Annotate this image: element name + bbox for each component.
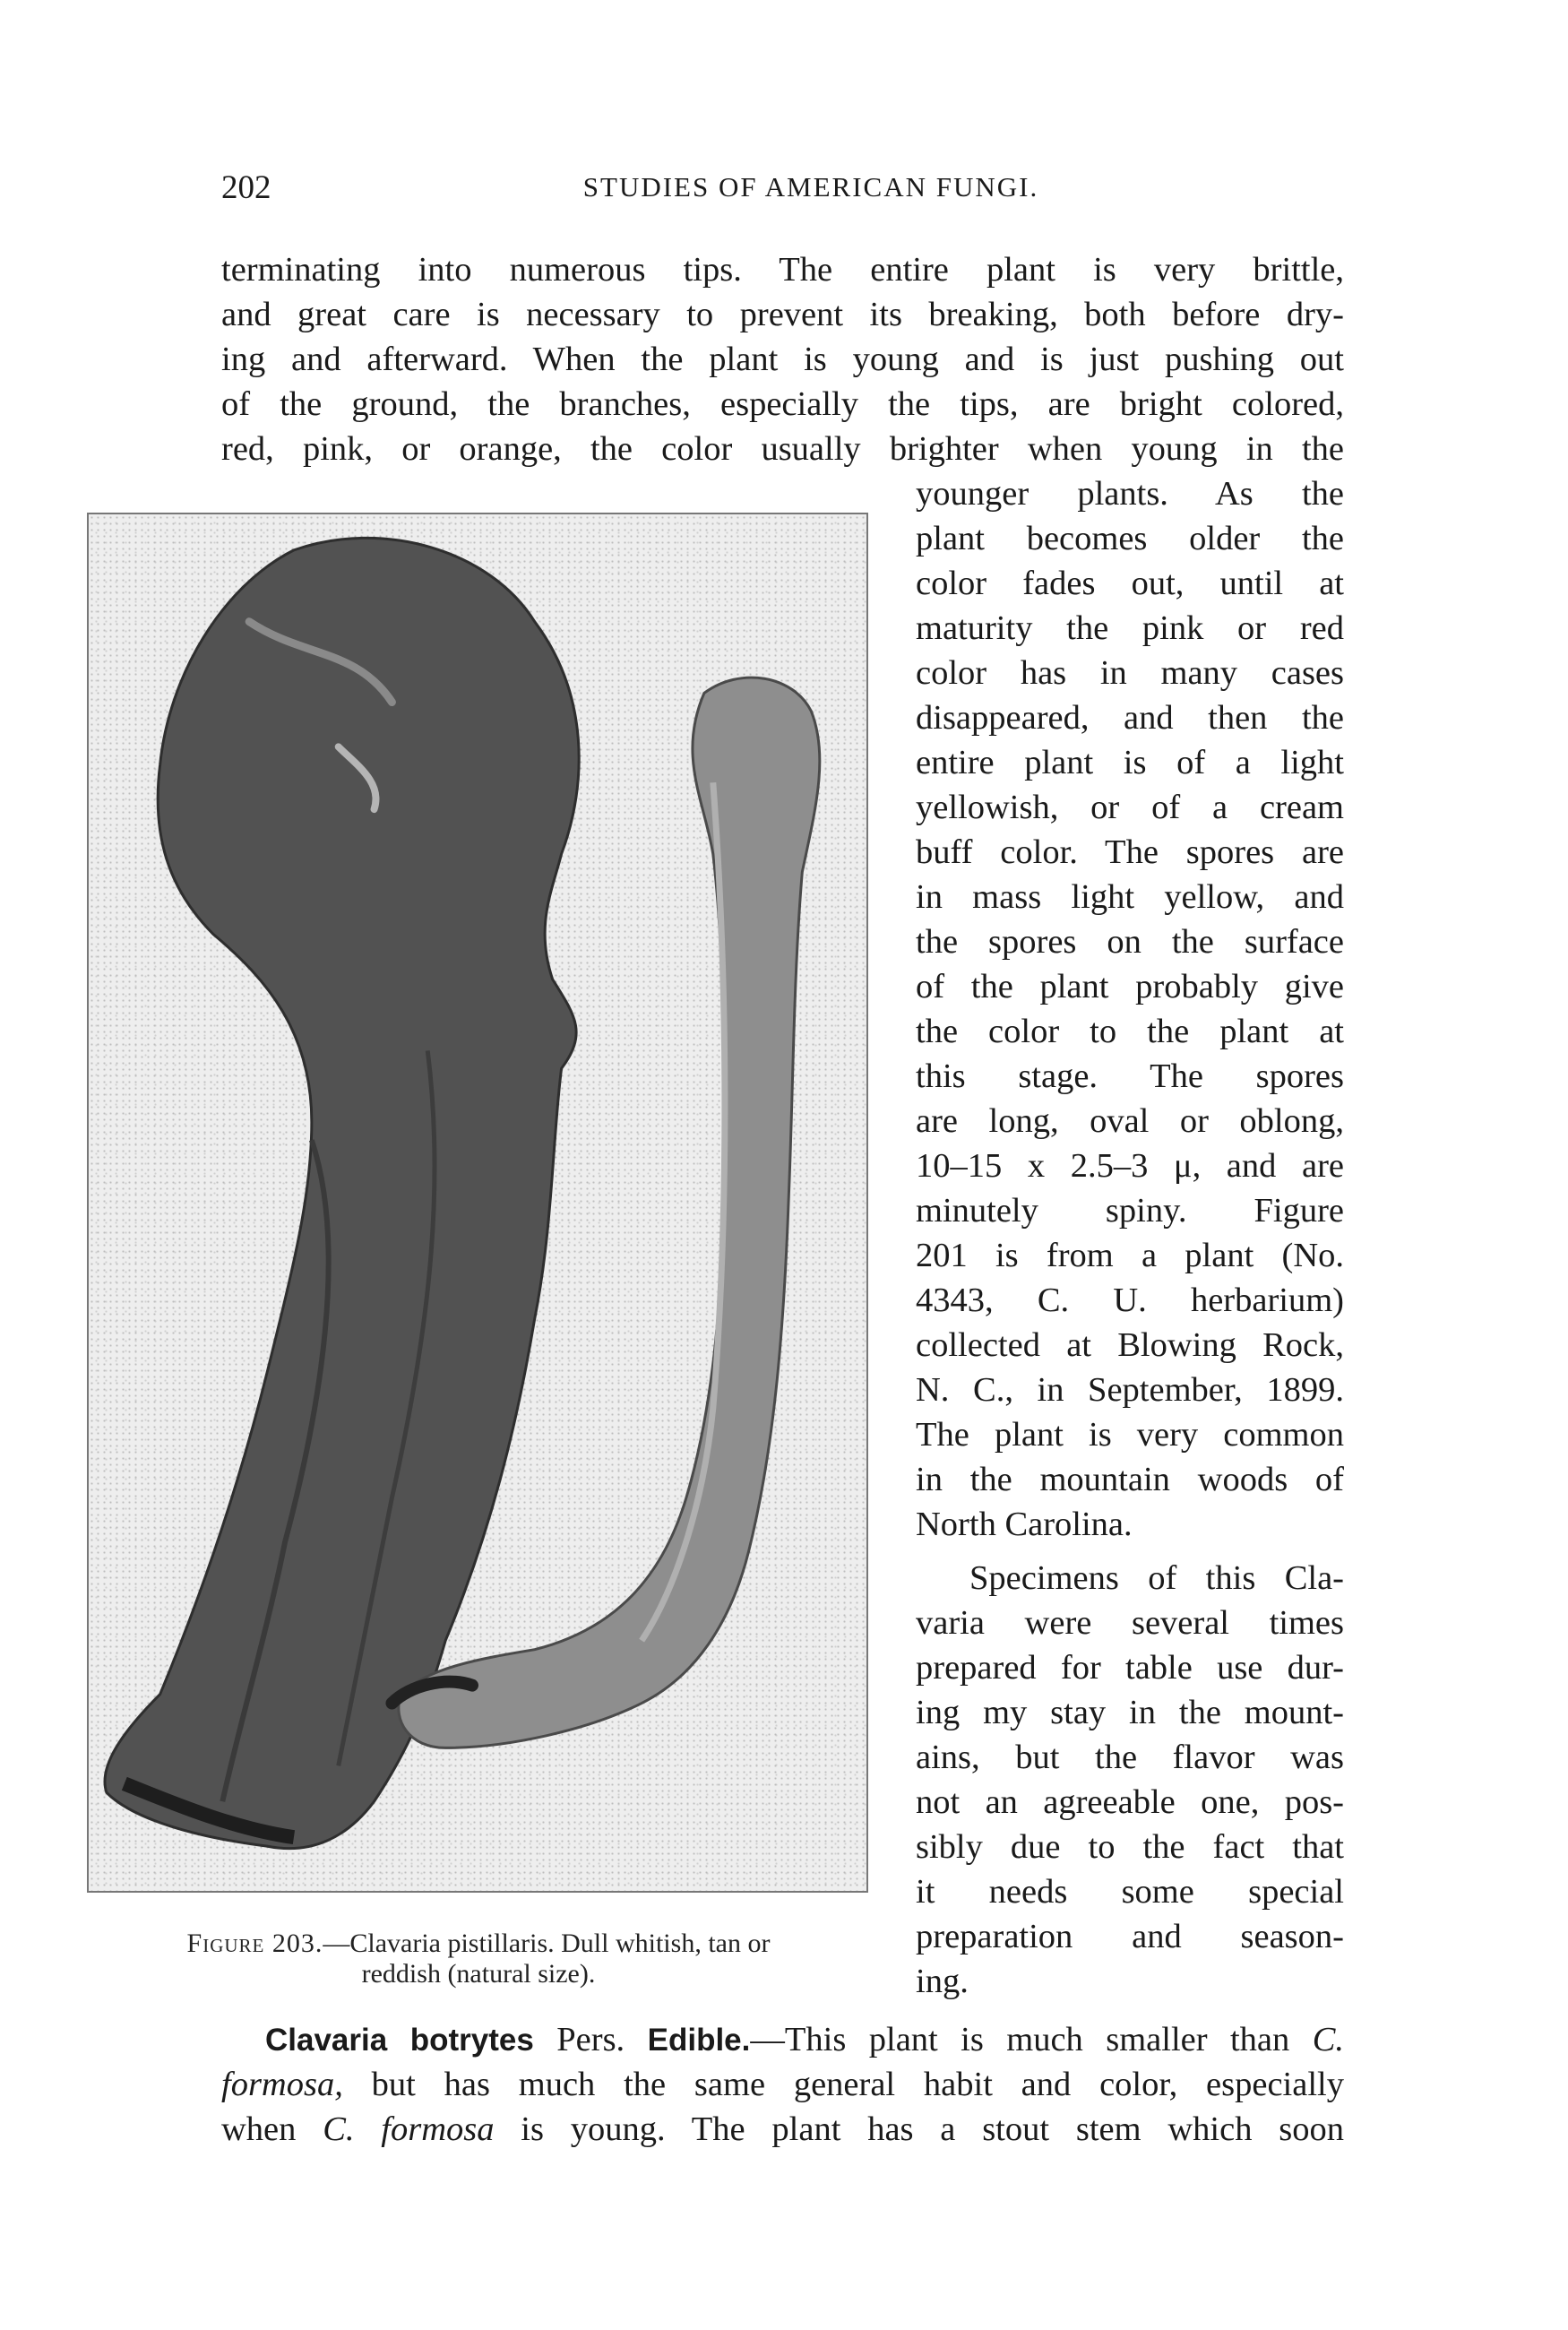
text-line: the spores on the surface (916, 923, 1344, 961)
text-line: 201 is from a plant (No. (916, 1237, 1344, 1274)
text-line: maturity the pink or red (916, 609, 1344, 647)
figure-label: Figure 203. (186, 1929, 323, 1958)
species-abbrev: C. (1312, 2021, 1344, 2058)
text-line: color fades out, until at (916, 565, 1344, 602)
clavaria-illustration (89, 514, 866, 1891)
text-line: preparation and season- (916, 1918, 1344, 1955)
text-line: yellowish, or of a cream (916, 789, 1344, 826)
text-line: red, pink, or orange, the color usually brighter when young in the (221, 430, 1344, 468)
text-line: it needs some special (916, 1873, 1344, 1911)
text-segment: is young. The plant has a stout stem which soon (494, 2110, 1344, 2148)
text-line: terminating into numerous tips. The entire plant is very brittle, (221, 251, 1344, 289)
text-line: in the mountain woods of (916, 1461, 1344, 1498)
text-line: sibly due to the fact that (916, 1828, 1344, 1866)
page-number: 202 (221, 169, 271, 206)
text-line: prepared for table use dur- (916, 1649, 1344, 1687)
text-line: of the plant probably give (916, 968, 1344, 1005)
text-line: this stage. The spores (916, 1057, 1344, 1095)
text-line: buff color. The spores are (916, 833, 1344, 871)
text-line: ing my stay in the mount- (916, 1694, 1344, 1731)
section-line-3 (221, 2112, 1344, 2147)
text-line: The plant is very common (916, 1416, 1344, 1454)
text-segment: —This plant is much smaller than (750, 2021, 1313, 2058)
figure-203-photo (87, 513, 868, 1893)
text-line: North Carolina. (916, 1506, 1133, 1543)
text-line: disappeared, and then the (916, 699, 1344, 737)
species-heading: Clavaria botrytes (265, 2023, 534, 2058)
text-line: plant becomes older the (916, 520, 1344, 557)
text-line: Specimens of this Cla- (969, 1559, 1344, 1597)
text-line: color has in many cases (916, 654, 1344, 692)
text-line: collected at Blowing Rock, (916, 1326, 1344, 1364)
running-title: STUDIES OF AMERICAN FUNGI. (582, 171, 1039, 203)
text-line: younger plants. As the (916, 475, 1344, 513)
authority: Pers. (533, 2021, 648, 2058)
text-line: of the ground, the branches, especially the tips, are bright colored, (221, 385, 1344, 423)
text-segment: when (221, 2110, 323, 2148)
text-line: ing and afterward. When the plant is young and is just pushing out (221, 341, 1344, 378)
text-line: are long, oval or oblong, (916, 1102, 1344, 1140)
section-line-1 (265, 2023, 1344, 2058)
text-line: the color to the plant at (916, 1013, 1344, 1050)
caption-text-2: reddish (natural size). (361, 1959, 596, 1989)
text-line: not an agreeable one, pos- (916, 1783, 1344, 1821)
text-line: in mass light yellow, and (916, 878, 1344, 916)
figure-caption (90, 1929, 867, 1989)
species-epithet: formosa, (221, 2066, 343, 2103)
text-line: varia were several times (916, 1604, 1344, 1642)
caption-text-1: —Clavaria pistillaris. Dull whitish, tan or (323, 1929, 771, 1958)
text-line: minutely spiny. Figure (916, 1192, 1344, 1230)
text-line: ains, but the flavor was (916, 1739, 1344, 1776)
section-line-2 (221, 2067, 1344, 2102)
species-name: C. formosa (323, 2110, 495, 2148)
text-line: ing. (916, 1963, 969, 2000)
text-line: entire plant is of a light (916, 744, 1344, 781)
text-segment: but has much the same general habit and color, especially (342, 2066, 1344, 2103)
large-club-specimen (105, 538, 579, 1848)
text-line: and great care is necessary to prevent its breaking, both before dry- (221, 296, 1344, 333)
text-line: 4343, C. U. herbarium) (916, 1282, 1344, 1319)
text-line: N. C., in September, 1899. (916, 1371, 1344, 1409)
text-line: 10–15 x 2.5–3 μ, and are (916, 1147, 1344, 1185)
edibility-label: Edible. (647, 2023, 751, 2058)
